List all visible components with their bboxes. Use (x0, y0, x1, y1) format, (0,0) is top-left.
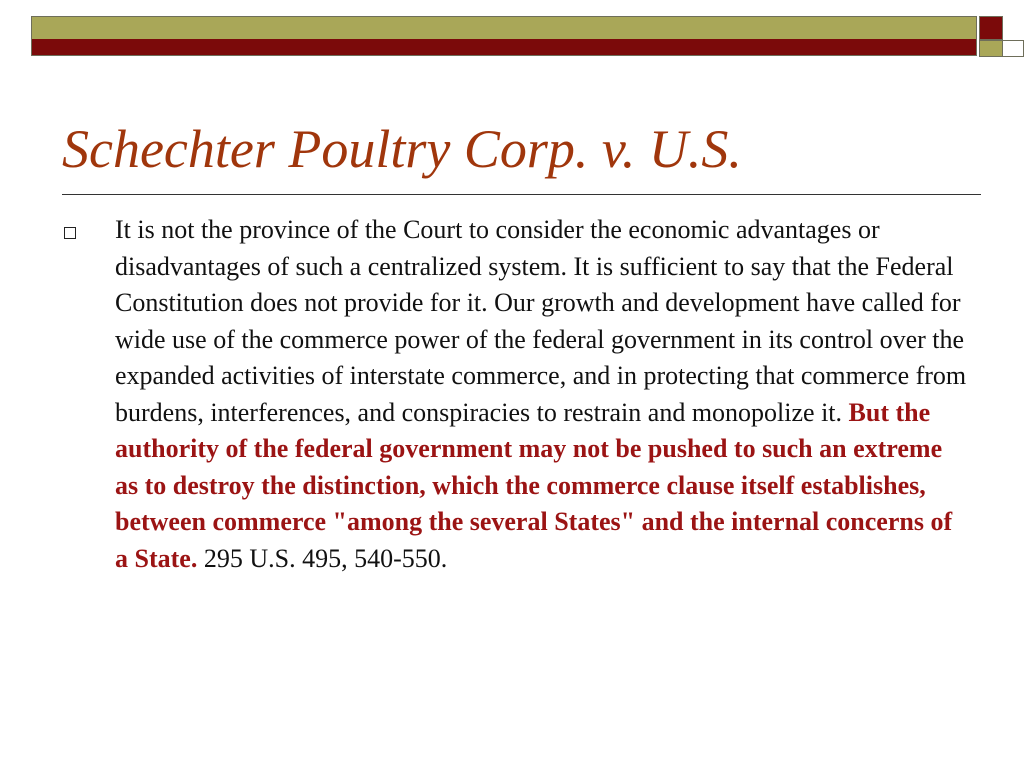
corner-square-maroon (979, 16, 1003, 40)
case-citation: 295 U.S. 495, 540-550. (203, 543, 448, 573)
title-divider (62, 194, 981, 195)
header-decorative-bar (31, 16, 977, 56)
header-bar-olive-stripe (32, 17, 976, 39)
quote-plain-text: It is not the province of the Court to consider the economic advantages or disadvantages of such a centralized system. It is sufficient to say that the Federal Constitution does not provide for it. Our growth and development have called for wide use of the commerce power of the federal government in its control over the expanded activities of interstate commerce, and in protecting that commerce from burdens, interferences, and conspiracies to restrain and monopolize it. (115, 215, 967, 427)
corner-square-olive (979, 40, 1003, 57)
quote-emphasized-text: But the authority of the federal government may not be pushed to such an extreme as to destroy the distinction, which the commerce clause itself establishes, between commerce "among the several States" and the internal concerns of a State. (115, 397, 953, 573)
slide-title: Schechter Poultry Corp. v. U.S. (62, 119, 742, 179)
header-bar-maroon-stripe (32, 39, 976, 56)
corner-square-white (1003, 40, 1024, 57)
hollow-square-bullet-icon (64, 227, 76, 239)
bullet-text (115, 212, 969, 577)
